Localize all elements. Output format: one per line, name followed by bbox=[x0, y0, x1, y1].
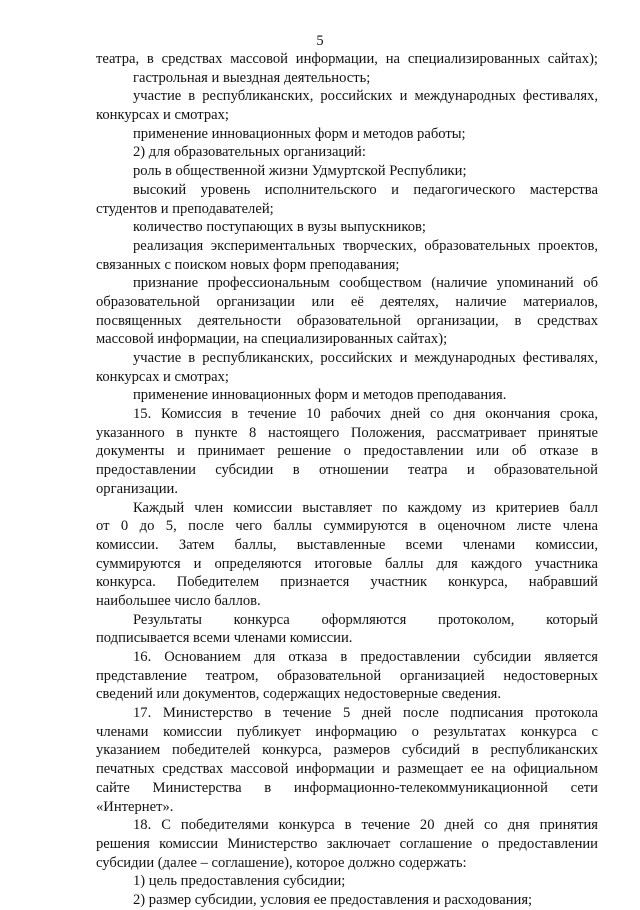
text-line: признание профессиональным сообществом (наличие упоминаний об bbox=[133, 275, 598, 292]
text-line: высокий уровень исполнительского и педагогического мастерства bbox=[133, 181, 598, 198]
text-line: указанием победителей конкурса, размеров субсидий в республиканских bbox=[96, 742, 598, 759]
text-line: субсидии (далее – соглашение), которое должно содержать: bbox=[96, 854, 467, 871]
text-line: 15. Комиссия в течение 10 рабочих дней со дня окончания срока, bbox=[133, 406, 598, 423]
text-line: 2) размер субсидии, условия ее предоставления и расходования; bbox=[133, 891, 533, 908]
document-body bbox=[96, 50, 598, 910]
text-line: конкурсах и смотрах; bbox=[96, 107, 229, 124]
text-line: печатных средствах массовой информации и размещает ее на официальном bbox=[96, 761, 598, 778]
text-line: роль в общественной жизни Удмуртской Республики; bbox=[133, 163, 467, 180]
text-line: организации. bbox=[96, 480, 178, 497]
text-line: «Интернет». bbox=[96, 798, 174, 815]
text-line: студентов и преподавателей; bbox=[96, 200, 274, 217]
text-line: массовой информации, на специализированных сайтах); bbox=[96, 331, 448, 348]
text-line: комиссии. Затем баллы, выставленные всеми членами комиссии, bbox=[96, 536, 598, 553]
text-line: предоставлении субсидии в отношении театра и образовательной bbox=[96, 462, 598, 479]
text-line: количество поступающих в вузы выпускников; bbox=[133, 219, 426, 236]
text-line: конкурсах и смотрах; bbox=[96, 368, 229, 385]
text-line: гастрольная и выездная деятельность; bbox=[133, 69, 371, 86]
text-line: участие в республиканских, российских и международных фестивалях, bbox=[133, 350, 598, 366]
text-line: 2) для образовательных организаций: bbox=[133, 144, 366, 161]
text-line: Результаты конкурса оформляются протоколом, который bbox=[133, 611, 598, 628]
text-line: образовательной организации или её деятелях, наличие материалов, bbox=[96, 293, 598, 310]
text-line: подписывается всеми членами комиссии. bbox=[96, 630, 353, 647]
text-line: 17. Министерство в течение 5 дней после подписания протокола bbox=[133, 705, 598, 722]
page-number: 5 bbox=[316, 33, 324, 49]
text-line: 1) цель предоставления субсидии; bbox=[133, 873, 346, 890]
text-line: сайте Министерства в информационно-телекоммуникационной сети bbox=[96, 779, 598, 796]
text-line: посвященных деятельности образовательной организации, в средствах bbox=[96, 312, 598, 329]
text-line: применение инновационных форм и методов работы; bbox=[133, 125, 466, 142]
text-line: наибольшее число баллов. bbox=[96, 592, 261, 609]
text-line: суммируются и определяются итоговые баллы для каждого участника bbox=[96, 555, 598, 572]
text-line: от 0 до 5, после чего баллы суммируются в оценочном листе члена bbox=[96, 518, 598, 535]
text-line: театра, в средствах массовой информации, на специализированных сайтах); bbox=[96, 51, 598, 67]
text-line: 18. С победителями конкурса в течение 20 дней со дня принятия bbox=[133, 817, 598, 834]
text-line: сведений или документов, содержащих недостоверные сведения. bbox=[96, 686, 502, 703]
text-line: указанного в пункте 8 настоящего Положения, рассматривает принятые bbox=[96, 424, 598, 441]
text-line: 16. Основанием для отказа в предоставлении субсидии является bbox=[133, 649, 598, 665]
text-line: применение инновационных форм и методов преподавания. bbox=[133, 387, 507, 404]
text-line: решения комиссии Министерство заключает соглашение о предоставлении bbox=[96, 835, 598, 852]
text-line: участие в республиканских, российских и международных фестивалях, bbox=[133, 88, 598, 105]
text-line: связанных с поиском новых форм преподавания; bbox=[96, 256, 400, 273]
text-line: конкурса. Победителем признается участник конкурса, набравший bbox=[96, 574, 598, 591]
text-line: реализация экспериментальных творческих, образовательных проектов, bbox=[133, 237, 598, 254]
text-line: членами комиссии публикует информацию о результатах конкурса с bbox=[96, 723, 598, 740]
text-line: Каждый член комиссии выставляет по каждому из критериев балл bbox=[133, 499, 598, 516]
text-line: документы и принимает решение о предоставлении или об отказе в bbox=[96, 443, 598, 460]
text-line: представление театром, образовательной организацией недостоверных bbox=[96, 667, 598, 684]
